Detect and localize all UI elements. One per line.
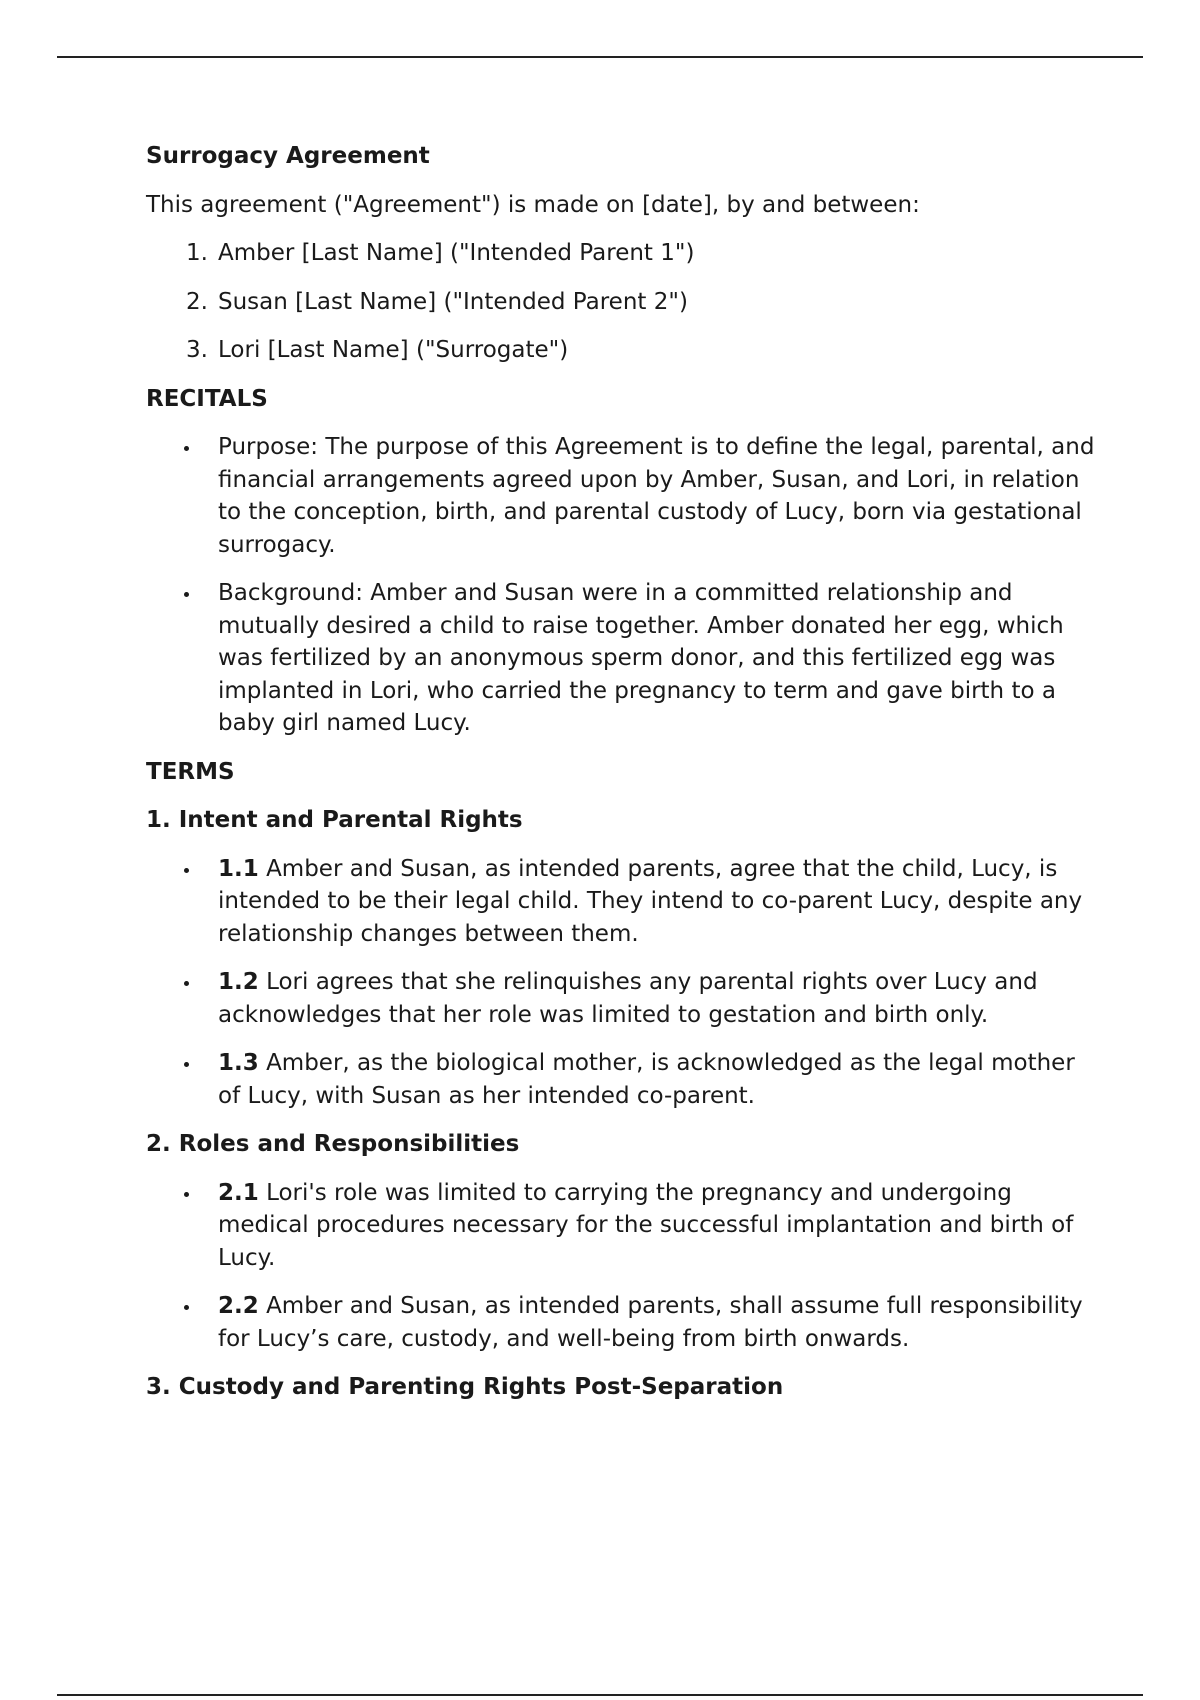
list-item bbox=[146, 966, 1096, 1031]
recitals-list bbox=[146, 431, 1096, 740]
recital-text: Background: Amber and Susan were in a committed relationship and mutually desired a child to raise together. Amber donated her egg, which was fertilized by an anonymous sperm donor, and this fertilized egg was implanted in Lori, who carried the pregnancy to term and gave birth to a baby girl named Lucy. bbox=[218, 580, 1064, 736]
list-item bbox=[146, 237, 1096, 270]
bullet-icon bbox=[146, 1047, 218, 1112]
bullet-icon bbox=[146, 853, 218, 951]
section-heading: 3. Custody and Parenting Rights Post-Separation bbox=[146, 1374, 784, 1400]
header-rule bbox=[57, 56, 1143, 58]
bullet-icon bbox=[146, 577, 218, 740]
list-item bbox=[146, 334, 1096, 367]
recital-text: Purpose: The purpose of this Agreement is to define the legal, parental, and financial arrangements agreed upon by Amber, Susan, and Lori, in relation to the conception, birth, and parental custody of Lucy, born via gestational surrogacy. bbox=[218, 434, 1095, 558]
list-item bbox=[146, 431, 1096, 561]
recitals-heading: RECITALS bbox=[146, 385, 268, 412]
bullet-icon bbox=[146, 1290, 218, 1355]
clause-text: Amber and Susan, as intended parents, shall assume full responsibility for Lucy’s care, custody, and well-being from birth onwards. bbox=[218, 1293, 1083, 1352]
clause-text: Amber, as the biological mother, is acknowledged as the legal mother of Lucy, with Susan as her intended co-parent. bbox=[218, 1050, 1075, 1109]
party-text: Amber [Last Name] ("Intended Parent 1") bbox=[218, 240, 695, 266]
party-text: Susan [Last Name] ("Intended Parent 2") bbox=[218, 288, 688, 315]
list-number: 2. bbox=[186, 288, 208, 315]
footer-rule bbox=[57, 1694, 1143, 1696]
list-item bbox=[146, 1047, 1096, 1112]
list-number: 1. bbox=[186, 240, 208, 266]
list-item bbox=[146, 1177, 1096, 1275]
clause-number: 2.2 bbox=[218, 1293, 259, 1319]
document-body bbox=[146, 140, 1096, 1420]
list-item bbox=[146, 853, 1096, 951]
list-item bbox=[146, 286, 1096, 319]
bullet-icon bbox=[146, 1177, 218, 1275]
clause-list bbox=[146, 853, 1096, 1113]
clause-number: 2.1 bbox=[218, 1179, 259, 1206]
section-heading: 2. Roles and Responsibilities bbox=[146, 1131, 520, 1157]
terms-heading: TERMS bbox=[146, 758, 235, 785]
clause-number: 1.3 bbox=[218, 1050, 259, 1076]
clause-text: Lori's role was limited to carrying the pregnancy and undergoing medical procedures necessary for the successful implantation and birth of Lucy. bbox=[218, 1179, 1074, 1271]
section-heading: 1. Intent and Parental Rights bbox=[146, 807, 523, 833]
clause-text: Lori agrees that she relinquishes any parental rights over Lucy and acknowledges that her role was limited to gestation and birth only. bbox=[218, 969, 1038, 1028]
clause-text: Amber and Susan, as intended parents, agree that the child, Lucy, is intended to be their legal child. They intend to co-parent Lucy, despite any relationship changes between them. bbox=[218, 855, 1083, 947]
document-title: Surrogacy Agreement bbox=[146, 143, 430, 169]
bullet-icon bbox=[146, 431, 218, 561]
clause-number: 1.1 bbox=[218, 855, 259, 882]
parties-list bbox=[146, 237, 1096, 367]
clause-list bbox=[146, 1177, 1096, 1356]
clause-number: 1.2 bbox=[218, 969, 259, 995]
party-text: Lori [Last Name] ("Surrogate") bbox=[218, 337, 569, 363]
list-item bbox=[146, 577, 1096, 740]
bullet-icon bbox=[146, 966, 218, 1031]
list-number: 3. bbox=[186, 337, 208, 363]
document-intro: This agreement ("Agreement") is made on [date], by and between: bbox=[146, 191, 920, 218]
list-item bbox=[146, 1290, 1096, 1355]
